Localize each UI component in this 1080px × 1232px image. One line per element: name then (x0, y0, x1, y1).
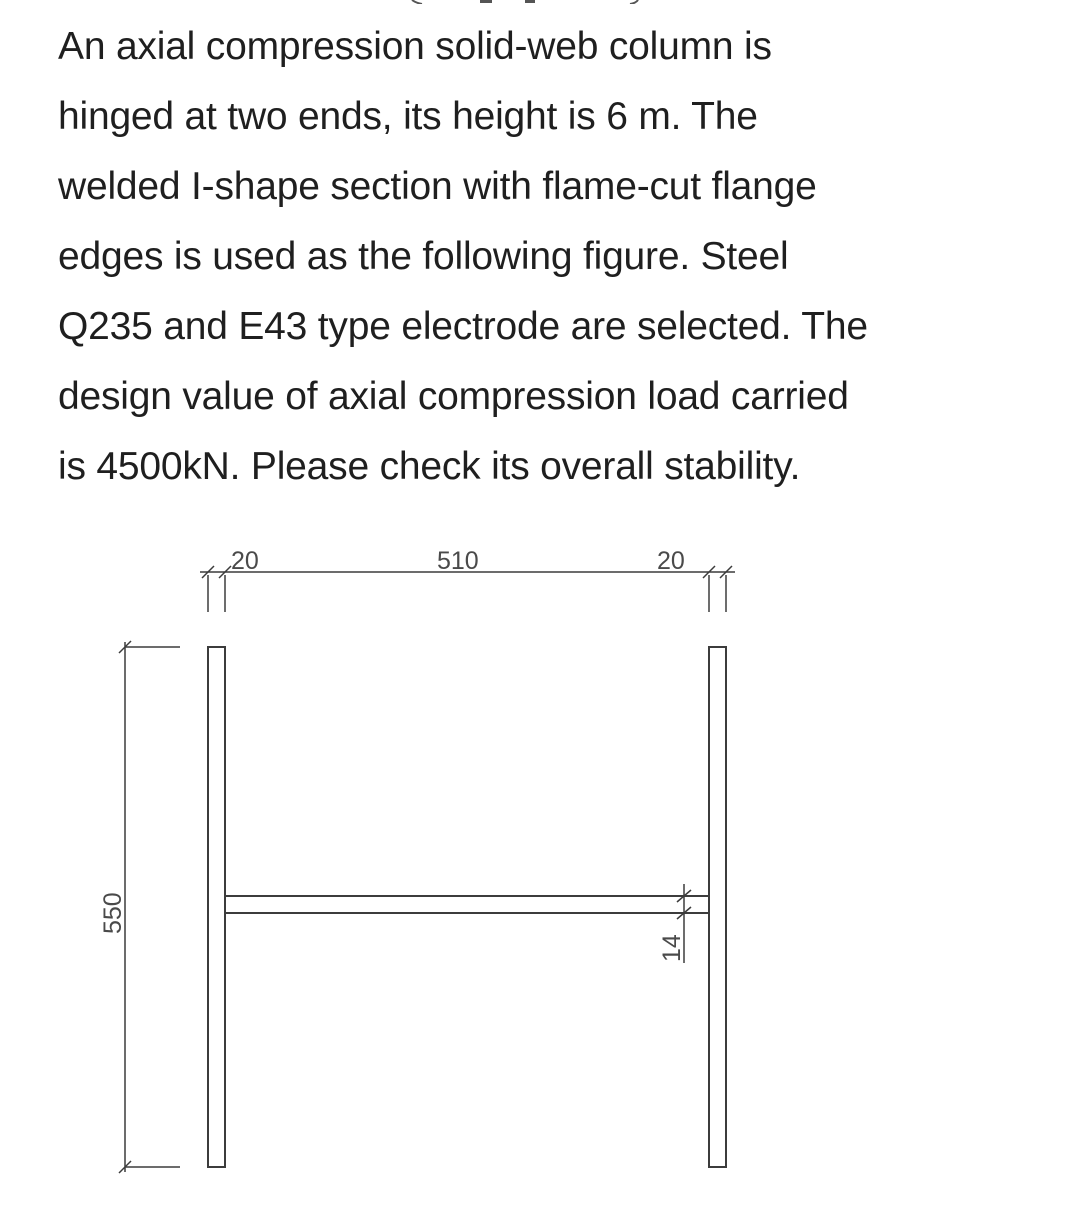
cropped-text-fragment (400, 0, 650, 4)
left-dimension (119, 641, 180, 1173)
problem-line: is 4500kN. Please check its overall stability. (58, 445, 801, 488)
dim-label-flange-width: 550 (99, 892, 127, 934)
problem-statement (58, 12, 1048, 502)
dim-label-flange-left: 20 (231, 547, 259, 575)
problem-line: edges is used as the following figure. Steel (58, 235, 789, 278)
problem-line: welded I-shape section with flame-cut flange (58, 165, 817, 208)
dim-label-flange-right: 20 (657, 547, 685, 575)
dim-label-web-height: 510 (437, 547, 479, 575)
i-section-outline (208, 647, 726, 1167)
dim-label-web-thickness: 14 (658, 934, 686, 962)
left-flange (208, 647, 225, 1167)
i-section-figure (0, 520, 1080, 1232)
problem-line: Q235 and E43 type electrode are selected. The (58, 305, 868, 348)
problem-line: An axial compression solid-web column is (58, 25, 772, 68)
problem-line: design value of axial compression load carried (58, 375, 849, 418)
problem-line: hinged at two ends, its height is 6 m. The (58, 95, 758, 138)
right-flange (709, 647, 726, 1167)
